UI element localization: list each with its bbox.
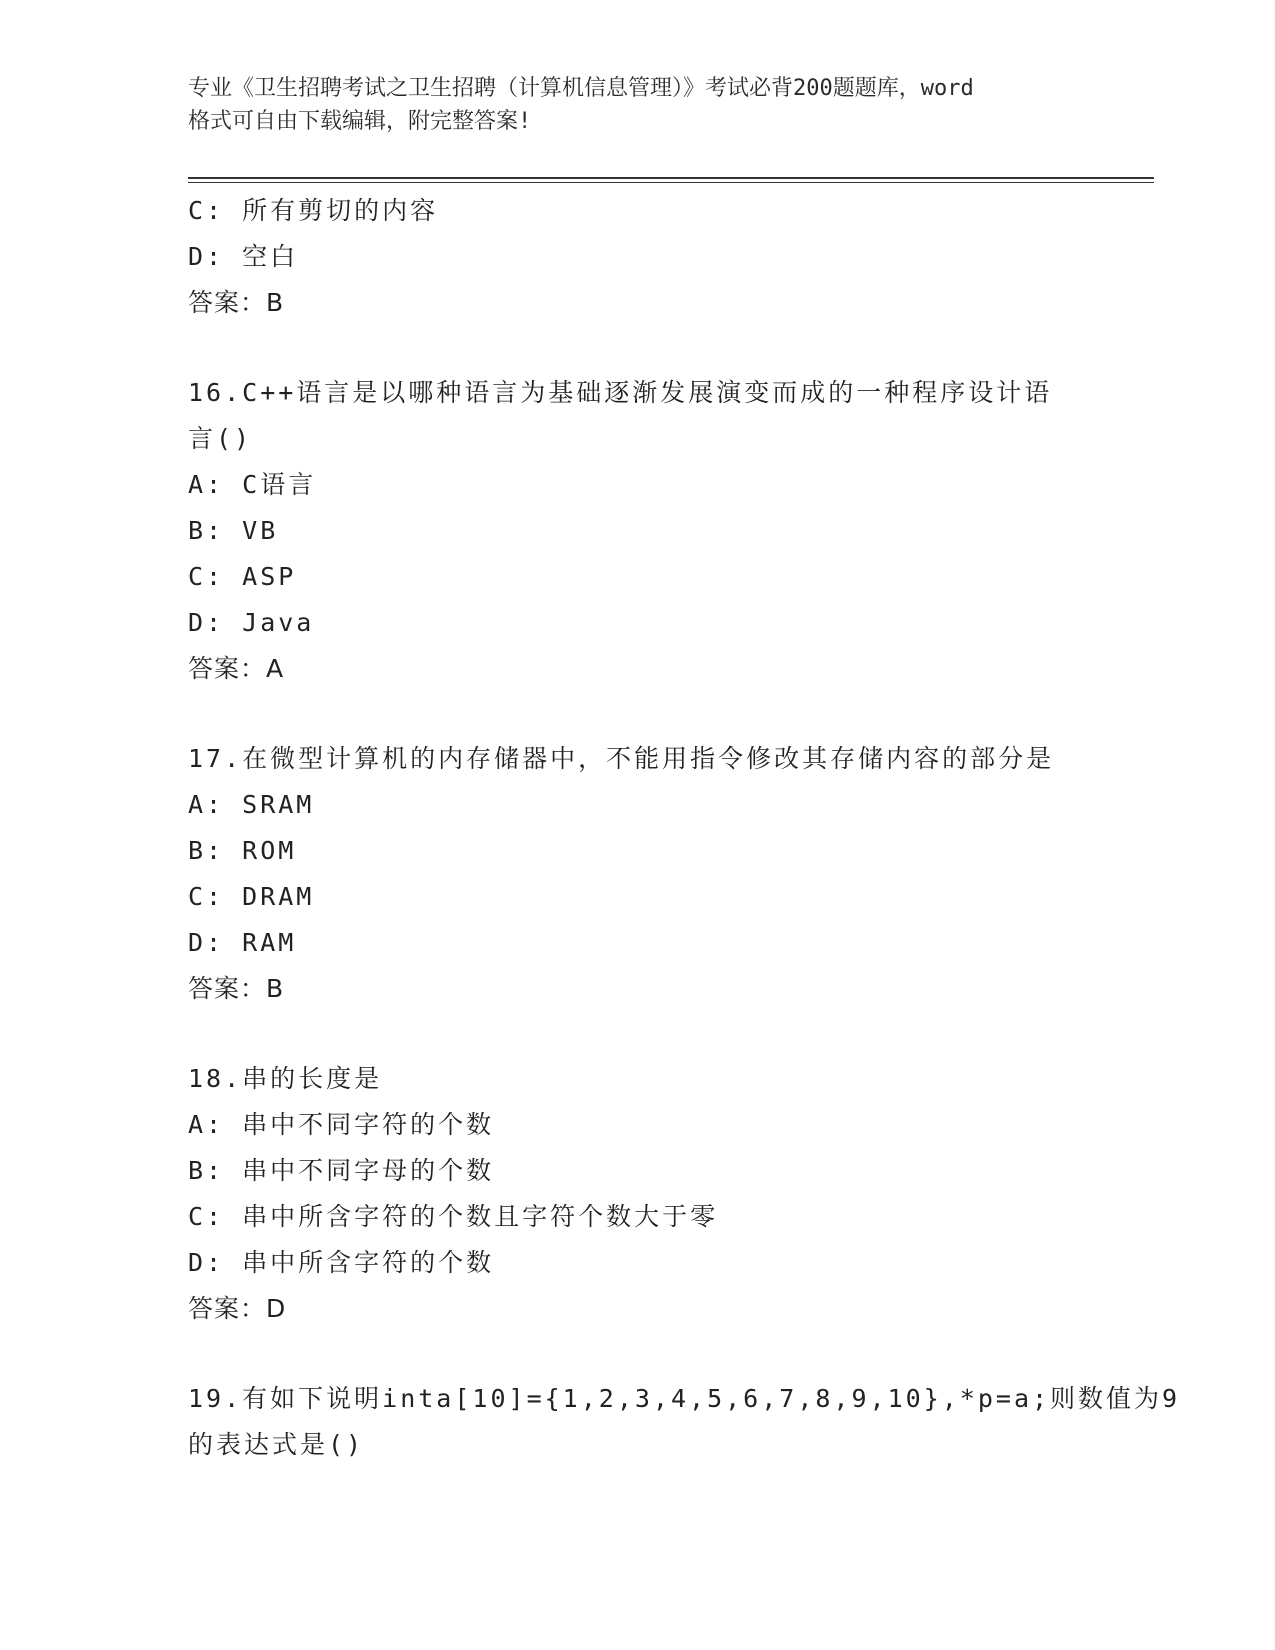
header-rule-thick — [188, 177, 1154, 179]
answer-line: 答案：B — [188, 974, 285, 1003]
option-c: C: 串中所含字符的个数且字符个数大于零 — [188, 1202, 719, 1231]
question-18 — [188, 1056, 1128, 1332]
header-title-line-2: 格式可自由下载编辑，附完整答案! — [188, 109, 532, 134]
option-c: C: DRAM — [188, 882, 315, 911]
answer-line: 答案：B — [188, 288, 285, 317]
answer-line: 答案：A — [188, 654, 285, 683]
option-d: D: 串中所含字符的个数 — [188, 1248, 495, 1277]
question-stem: 17.在微型计算机的内存储器中，不能用指令修改其存储内容的部分是 — [188, 744, 1055, 773]
question-stem-continued: 言() — [188, 424, 253, 453]
question-stem: 18.串的长度是 — [188, 1064, 383, 1093]
question-spacer — [188, 1012, 1128, 1056]
option-c: C: ASP — [188, 562, 297, 591]
option-b: B: VB — [188, 516, 279, 545]
option-a: A: SRAM — [188, 790, 315, 819]
header-title-line-1: 专业《卫生招聘考试之卫生招聘（计算机信息管理）》考试必背200题题库，word — [188, 76, 974, 101]
question-stem: 16.C++语言是以哪种语言为基础逐渐发展演变而成的一种程序设计语 — [188, 378, 1053, 407]
question-spacer — [188, 326, 1128, 370]
question-content — [188, 188, 1181, 1468]
question-15-tail — [188, 188, 1128, 326]
question-stem-continued: 的表达式是() — [188, 1430, 365, 1459]
option-a: A: C语言 — [188, 470, 317, 499]
question-16 — [188, 370, 1128, 692]
option-a: A: 串中不同字符的个数 — [188, 1110, 495, 1139]
document-header — [188, 72, 1108, 138]
header-rule-thin — [188, 182, 1154, 183]
question-19 — [188, 1376, 1181, 1468]
option-c: C: 所有剪切的内容 — [188, 196, 439, 225]
question-stem: 19.有如下说明inta[10]={1,2,3,4,5,6,7,8,9,10},*p=a;则数值为9 — [188, 1384, 1181, 1413]
question-spacer — [188, 1332, 1128, 1376]
option-b: B: ROM — [188, 836, 297, 865]
option-d: D: 空白 — [188, 242, 299, 271]
option-d: D: Java — [188, 608, 315, 637]
answer-line: 答案：D — [188, 1294, 287, 1323]
option-d: D: RAM — [188, 928, 297, 957]
question-spacer — [188, 692, 1128, 736]
question-17 — [188, 736, 1128, 1012]
option-b: B: 串中不同字母的个数 — [188, 1156, 495, 1185]
